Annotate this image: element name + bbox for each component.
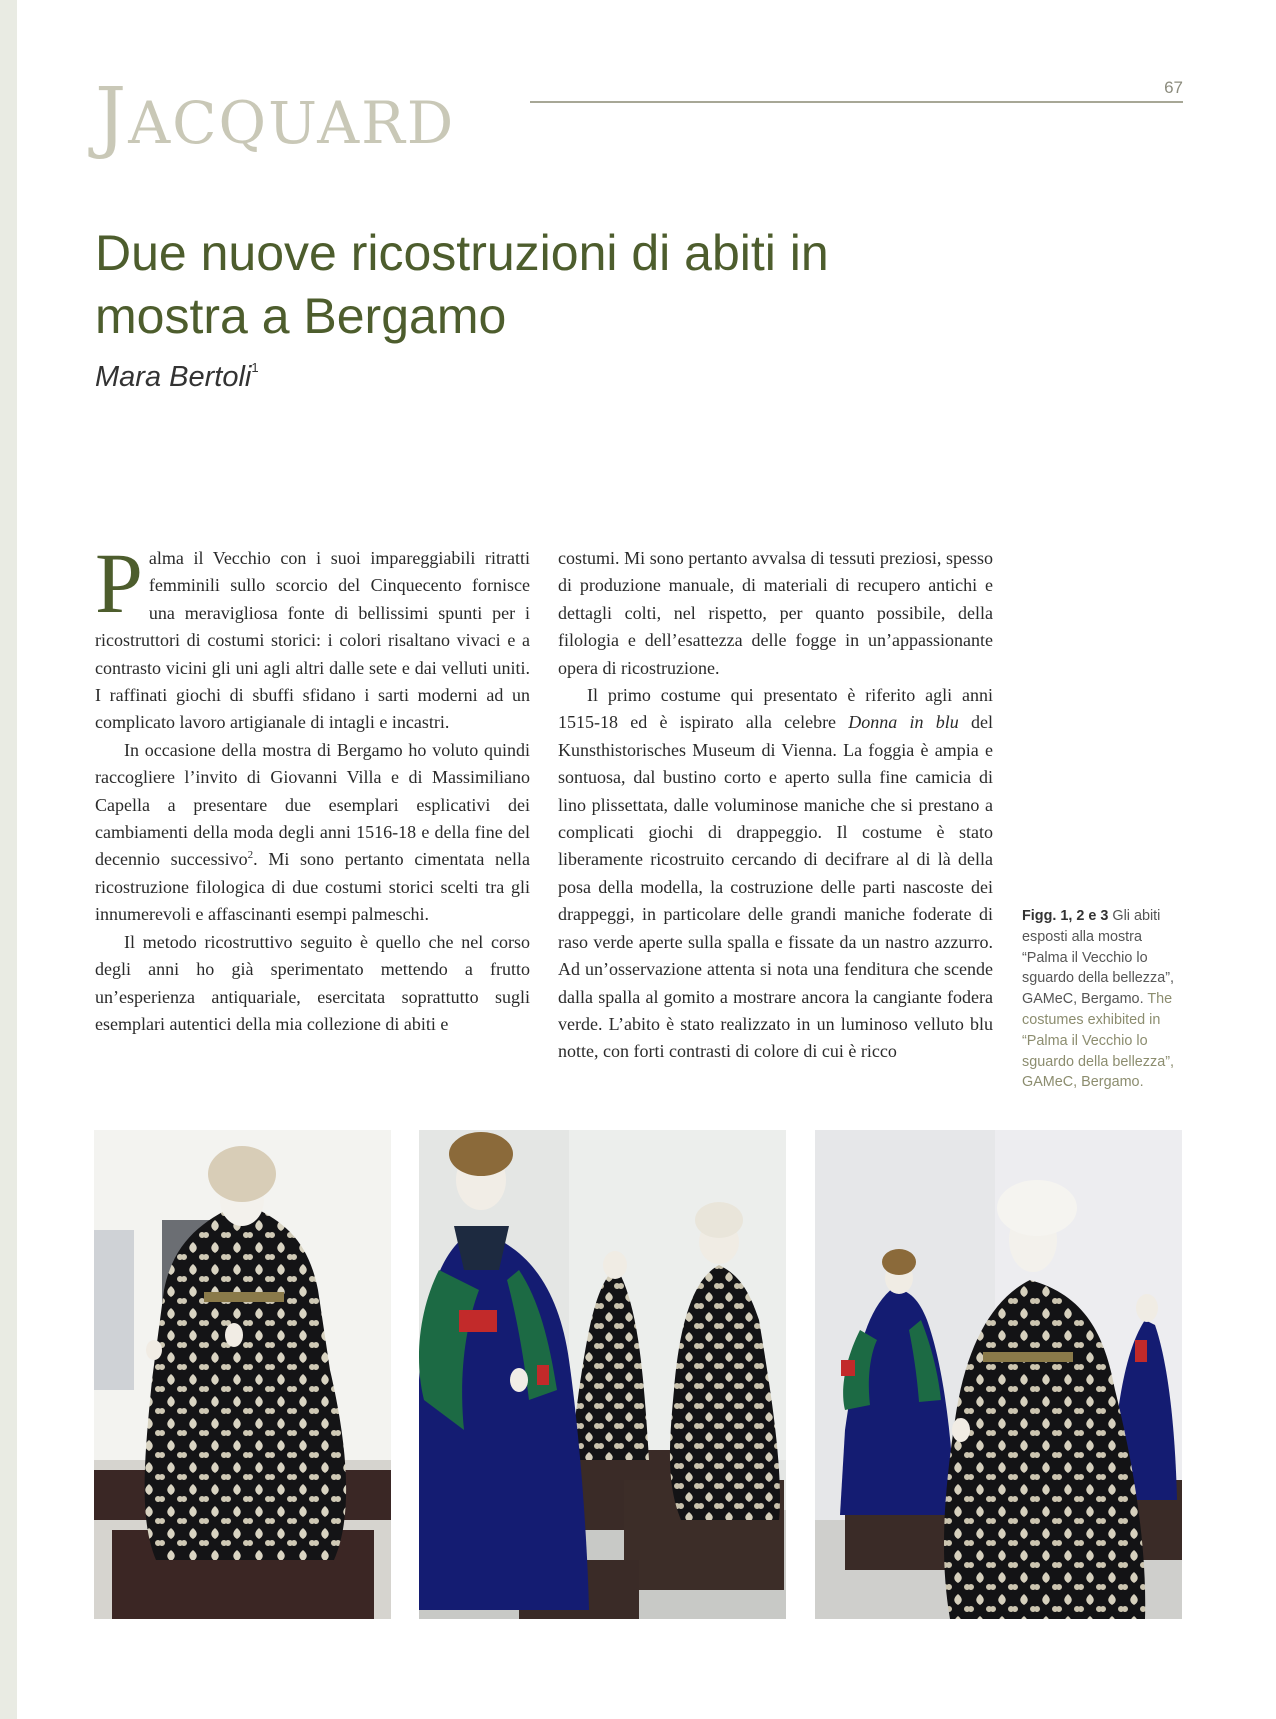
caption-italian: Gli abiti esposti alla mostra “Palma il Vecchio lo sguardo della bellezza”, GAMeC, Bergamo. <box>1022 908 1174 1008</box>
artwork-title: Donna in blu <box>848 712 959 733</box>
paragraph-text: Il primo costume qui presentato è riferito agli anni 1515-18 ed è ispirato alla celebre <box>558 685 993 733</box>
text-column-left <box>95 535 530 1038</box>
page-number: 67 <box>1164 78 1183 97</box>
caption-english: The costumes exhibited in “Palma il Vecchio lo sguardo della bellezza”, GAMeC, Bergamo. <box>1022 991 1174 1091</box>
paragraph <box>95 737 530 929</box>
paragraph <box>558 682 993 1066</box>
paragraph-text: Il metodo ricostruttivo seguito è quello che nel corso degli anni ho già sperimentato mettendo a frutto un’esperienza antiquariale, esercitata soprattutto sugli esemplari autentici della mia collezione di abiti e <box>95 931 530 1034</box>
drop-cap: P <box>95 535 143 631</box>
article-title: Due nuove ricostruzioni di abiti in mostra a Bergamo <box>95 225 829 344</box>
masthead-initial: J <box>95 72 129 162</box>
text-column-right <box>558 545 993 1066</box>
figure-photo-2 <box>419 1130 786 1619</box>
figure-reference: Figg. 1, 2 e 3 <box>1022 908 1109 924</box>
masthead-rest: ACQUARD <box>128 89 456 157</box>
paragraph-text: del Kunsthistorisches Museum di Vienna. La foggia è ampia e sontuosa, dal bustino corto e aperto sulla fine camicia di lino plissettata, dalle voluminose maniche che si prestano a complicati giochi di drappeggio. Il costume è stato liberamente ricostruito cercando di decifrare al di là della posa della modella, la costruzione delle parti nascoste dei drappeggi, in particolare delle grandi maniche foderate di raso verde aperte sulla spalla e fissate da un nastro azzurro. Ad un’osservazione attenta si nota una fenditura che scende dalla spalla al gomito a mostrare ancora la cangiante fodera verde. L’abito è stato realizzato in un luminoso velluto blu notte, con forti contrasti di colore di cui è ricco <box>558 712 993 1062</box>
article-author <box>95 360 259 394</box>
figure-caption <box>1022 906 1187 1093</box>
author-name: Mara Bertoli <box>95 361 252 393</box>
paragraph <box>558 545 993 682</box>
figure-photo-3 <box>815 1130 1182 1619</box>
author-footnote-ref: 1 <box>251 360 259 375</box>
paragraph-text: In occasione della mostra di Bergamo ho voluto quindi raccogliere l’invito di Giovanni Villa e di Massimiliano Capella a presentare due esemplari esplicativi dei cambiamenti della moda degli anni 1516-18 e della fine del decennio successivo <box>95 739 530 870</box>
footnote-ref: 2 <box>247 849 254 862</box>
paragraph-text: . Mi sono pertanto cimentata nella ricostruzione filologica di due costumi storici scelti tra gli innumerevoli e affascinanti esempi palmeschi. <box>95 849 530 925</box>
header-rule <box>530 101 1183 103</box>
paragraph <box>95 929 530 1039</box>
journal-masthead <box>95 72 455 162</box>
figure-photo-1 <box>94 1130 391 1619</box>
paragraph-text: costumi. Mi sono pertanto avvalsa di tessuti preziosi, spesso di produzione manuale, di materiali di recupero antichi e dettagli colti, nel rispetto, per quanto possibile, della filologia e dell’esattezza delle fogge in un’appassionante opera di ricostruzione. <box>558 548 993 678</box>
paragraph-text: alma il Vecchio con i suoi impareggiabili ritratti femminili sullo scorcio del Cinquecento fornisce una meravigliosa fonte di bellissimi spunti per i ricostruttori di costumi storici: i colori risaltano vivaci e a contrasto vicini gli uni agli altri dalle sete e dai velluti uniti. I raffinati giochi di sbuffi sfidano i sarti moderni ad un complicato lavoro artigianale di intagli e incastri. <box>95 548 530 733</box>
paragraph <box>95 535 530 737</box>
page-edge-strip <box>0 0 17 1719</box>
